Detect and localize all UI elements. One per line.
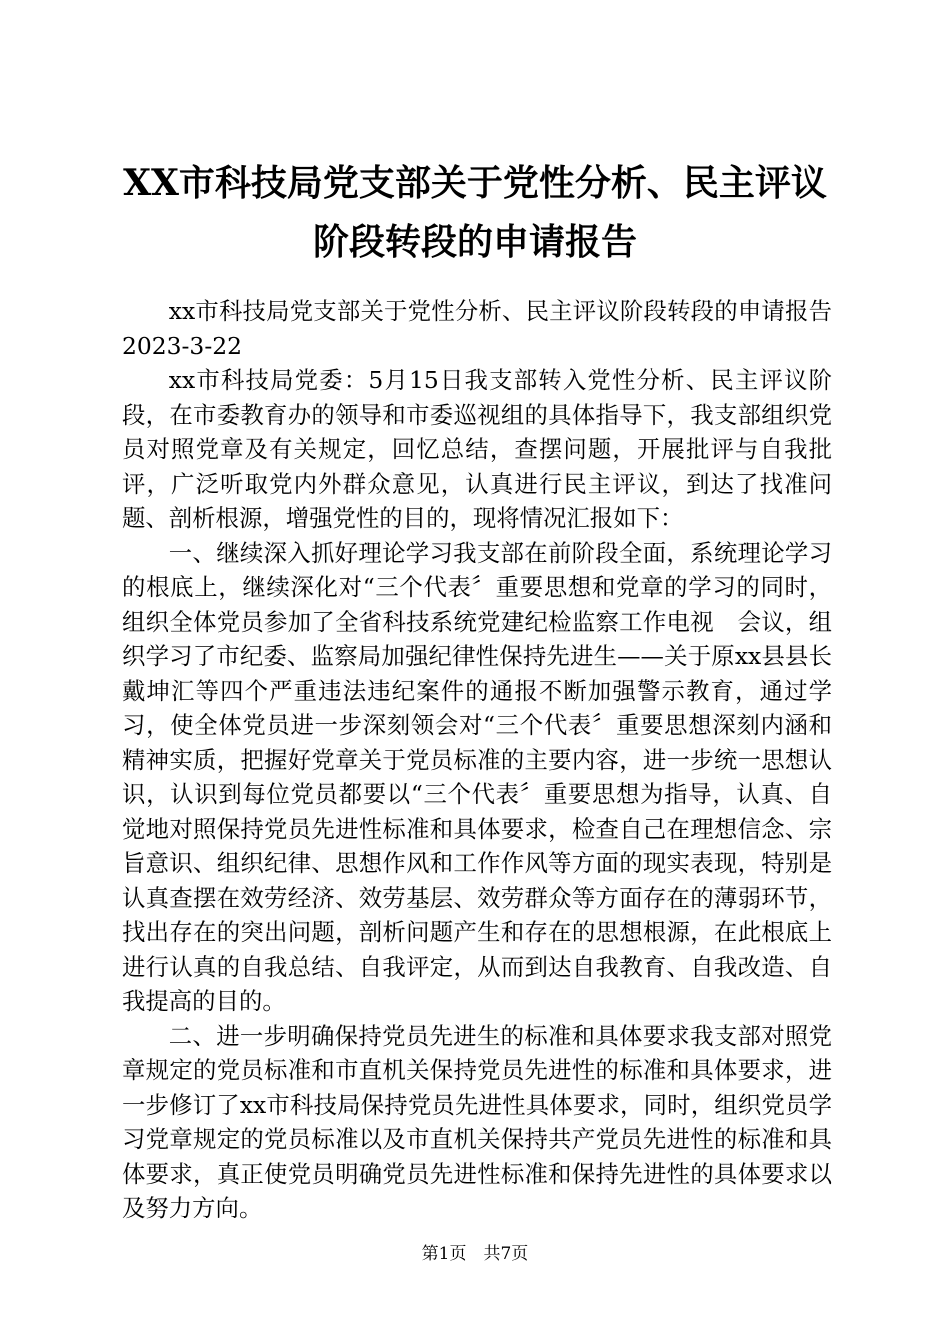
page-footer: 第1页 共7页 [421, 1244, 529, 1264]
paragraph-salutation: xx市科技局党委：5月15日我支部转入党性分析、民主评议阶段，在市委教育办的领导和市委巡视组的具体指导下，我支部组织党员对照党章及有关规定，回忆总结，查摆问题，开展批评与自我批评，广泛听取党内外群众意见，认真进行民主评议，到达了找准问题、剖析根源，增强党性的目的，现将情况汇报如下： [122, 366, 832, 532]
document-title-line-1: XX市科技局党支部关于党性分析、民主评议 [123, 162, 827, 204]
paragraph-heading-date: xx市科技局党支部关于党性分析、民主评议阶段转段的申请报告2023-3-22 [122, 297, 832, 360]
paragraph-section-1: 一、继续深入抓好理论学习我支部在前阶段全面，系统理论学习的根底上，继续深化对“三个代表〞重要思想和党章的学习的同时，组织全体党员参加了全省科技系统党建纪检监察工作电视 会议，组织学习了市纪委、监察局加强纪律性保持先进生——关于原xx县县长戴坤汇等四个严重违法违纪案件的通报不断加强警示教育，通过学习，使全体党员进一步深刻领会对“三个代表〞重要思想深刻内涵和精神实质，把握好党章关于党员标准的主要内容，进一步统一思想认识，认识到每位党员都要以“三个代表〞重要思想为指导，认真、自觉地对照保持党员先进性标准和具体要求，检查自己在理想信念、宗旨意识、组织纪律、思想作风和工作作风等方面的现实表现，特别是认真查摆在效劳经济、效劳基层、效劳群众等方面存在的薄弱环节，找出存在的突出问题，剖析问题产生和存在的思想根源，在此根底上进行认真的自我总结、自我评定，从而到达自我教育、自我改造、自我提高的目的。 [122, 538, 832, 1015]
document-title-line-2: 阶段转段的申请报告 [312, 221, 637, 263]
document-body [122, 294, 832, 1226]
paragraph-section-2: 二、进一步明确保持党员先进生的标准和具体要求我支部对照党章规定的党员标准和市直机关保持党员先进性的标准和具体要求，进一步修订了xx市科技局保持党员先进性具体要求，同时，组织党员学习党章规定的党员标准以及市直机关保持共产党员先进性的标准和具体要求，真正使党员明确党员先进性标准和保持先进性的具体要求以及努力方向。 [122, 1021, 832, 1222]
